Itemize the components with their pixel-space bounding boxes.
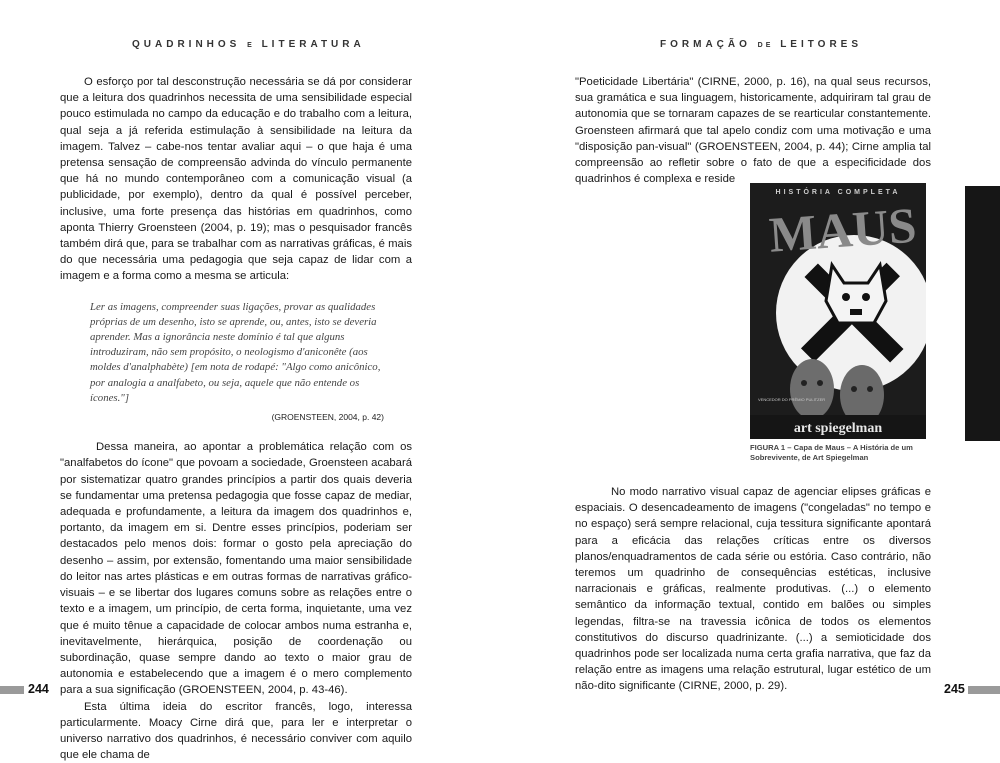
pulitzer-badge: VENCEDOR DO PRÊMIO PULITZER [758,397,826,402]
maus-cover-illustration [750,183,926,439]
mouse-figure-left [790,359,834,419]
cover-top-text: HISTÓRIA COMPLETA [775,189,901,196]
left-paragraph-3: Esta última ideia do escritor francês, logo, interessa particularmente. Moacy Cirne dirá que, para ler e interpretar o universo narrativo dos quadrinhos, é necessário conviver com aquilo que ele chama de [60,700,412,762]
right-paragraph-2: No modo narrativo visual capaz de agenciar elipses gráficas e espaciais. O desencadeamento de imagens ("congeladas" no tempo e no espaço) será sempre relacional, cuja tessitura significante apontará para a eficácia das relações críticas entre os diversos planos/enquadramentos de cada série ou estória. Caso contrário, não teremos um quadrinho de consequências estéticas, inclusive narracionais e gráficas, realmente produtivas. (...) o elemento semântico da informação textual, contido em balões ou simples legendas, filtra-se na travessia icônica de todos os elementos constitutivos do discurso quadrinizante. (...) a semioticidade dos quadrinhos pode ser localizada numa certa grafia narrativa, que faz da relação entre as imagens uma relação estrutural, lugar estético de um não-dito significante (CIRNE, 2000, p. 29). [575,486,931,693]
right-paragraph-1: "Poeticidade Libertária" (CIRNE, 2000, p. 16), na qual seus recursos, sua gramática e sua linguagem, historicamente, adquiriram tal grau de autonomia que se tornaram capazes de se rearticular constantemente. Groensteen afirmará que tal apelo condiz com uma motivação e uma "disposição pan-visual" (GROENSTEEN, 2004, p. 44); Cirne amplia tal compreensão ao refletir sobre o fato de que a especificidade dos quadrinhos é complexa e reside [575,76,931,186]
header-right-word1: FORMAÇÃO [660,39,751,50]
cover-author: art spiegelman [793,421,883,436]
right-page-body-top [575,74,931,187]
folio-bar-left [0,686,24,694]
page-number-right: 245 [944,682,965,696]
header-left-word2: LITERATURA [261,39,365,50]
cover-title: MAUS [767,196,919,263]
folio-bar-right [968,686,1000,694]
running-header-right [660,39,862,50]
chapter-side-tab [965,186,1000,441]
maus-cover-image [750,183,926,439]
quote-citation: (GROENSTEEN, 2004, p. 42) [271,412,384,423]
right-page-body-bottom [575,484,931,695]
header-left-word1: QUADRINHOS [132,39,241,50]
caption-text: – Capa de Maus – A História de um Sobrevivente, de Art Spiegelman [750,443,913,462]
running-header-left [132,39,365,50]
figure-caption [750,443,930,463]
left-page-body [60,74,412,763]
page-number-left: 244 [28,682,49,696]
left-paragraph-1: O esforço por tal desconstrução necessária se dá por considerar que a leitura dos quadrinhos necessita de uma sensibilidade especial pouco estimulada no campo da educação e do trabalho com a leitura, qual seja a já referida estimulação à sensibilidade na leitura da imagem. Talvez – cabe-nos tentar avaliar aqui – o que haja é uma pretensa sensação de compreensão advinda do vínculo permanente que há no mundo contemporâneo com a comunicação visual (a publicidade, por exemplo), dentro da qual é possível perceber, inclusive, uma forte presença das histórias em quadrinhos, como aponta Thierry Groensteen (2004, p. 19); mas o pesquisador francês também dirá que, para se trabalhar com as narrativas gráficas, é mais do que necessária uma pedagogia que seja capaz de lidar com a imagem e a forma como a mesma se articula: [60,76,412,283]
caption-label: FIGURA 1 [750,443,786,452]
header-right-connector: DE [757,42,774,49]
left-paragraph-2: Dessa maneira, ao apontar a problemática relação com os "analfabetos do ícone" que povoam a sociedade, Groensteen acabará por sistematizar quatro grandes princípios a partir dos quais deveria se fundamentar uma pretensa pedagogia que fosse capaz de mediar, adequada e profundamente, a leitura da imagem dos quadrinhos e, portanto, da imagem em si. Dentre esses princípios, poderiam ser destacados pelo menos dois: formar o gosto pela apreciação do desenho – assim, por extensão, fomentando uma maior sensibilidade do leitor nas artes plásticas e em outras formas de narrativas gráfico-visuais – e se libertar dos lugares comuns sobre as relações entre o texto e a imagem, um princípio, de certa forma, inquietante, uma vez que é muito tênue a capacidade de colocar ambos numa estranha e, inevitavelmente, hierárquica, posição de coordenação ou subordinação, quase sempre dando ao texto o maior grau de autonomia e estabelecendo que a imagem é o mero complemento para a sua significação (GROENSTEEN, 2004, p. 43-46). [60,441,412,697]
block-quote: Ler as imagens, compreender suas ligações, provar as qualidades próprias de um desenho, isto se aprende, ou, antes, isto se deveria aprender. Mas a ignorância neste domínio é tal que alguns introduziram, não sem propósito, o neologismo d'aniconête (aos moldes d'analphabète) [em nota de rodapé: "Algo como anicônico, por analogia a analfabeto, ou seja, aquele que não entende os ícones."] [90,300,381,404]
header-right-word2: LEITORES [780,39,863,50]
header-left-connector: E [247,42,255,49]
